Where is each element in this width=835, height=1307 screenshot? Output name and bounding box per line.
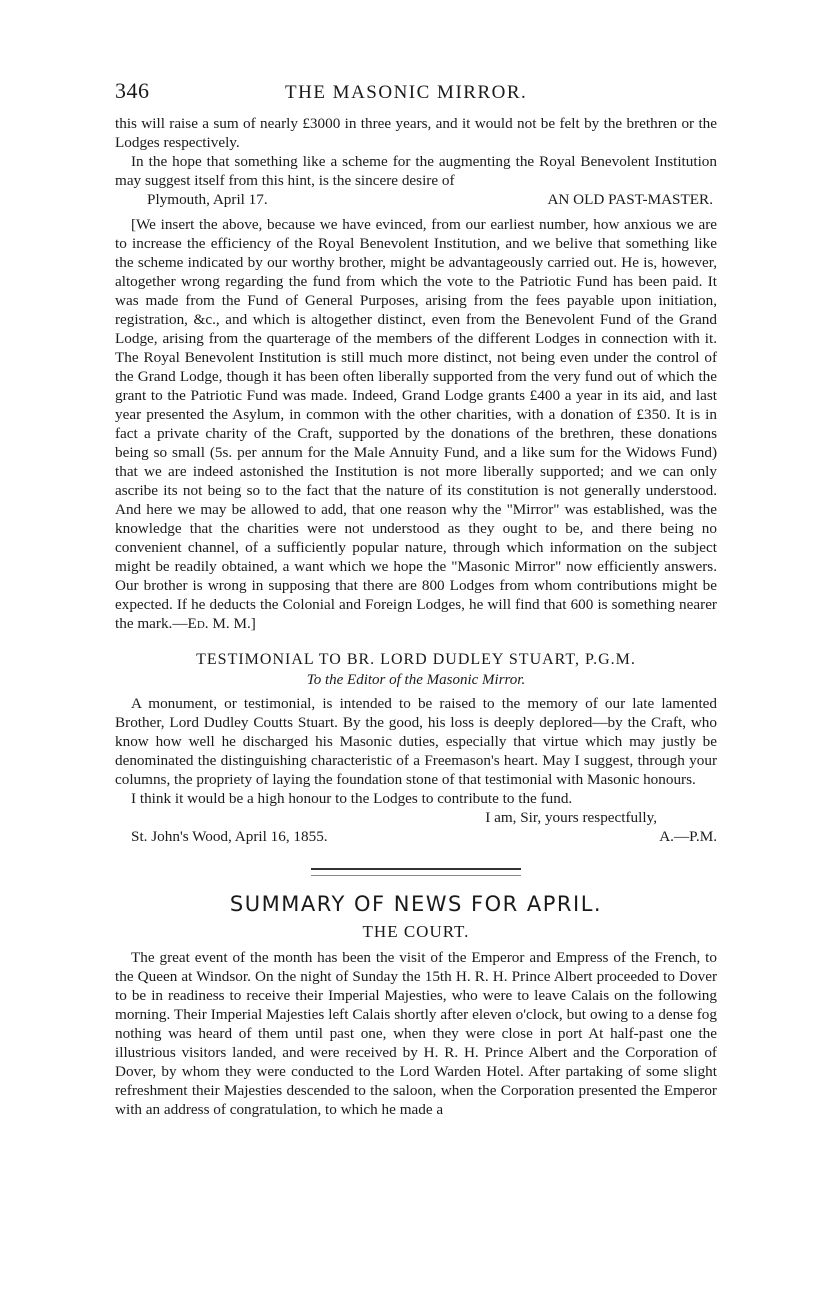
editor-note-text [115, 215, 717, 633]
testimonial-article [115, 651, 717, 846]
article-title: TESTIMONIAL TO BR. LORD DUDLEY STUART, P.G.M. [196, 651, 636, 668]
letter-paragraph: this will raise a sum of nearly £3000 in three years, and it would not be felt by the brethren or the Lodges respectively. [115, 115, 717, 151]
running-head [115, 78, 717, 104]
summary-section [115, 892, 717, 1119]
editor-note-signature: —Ed. M. M.] [172, 615, 256, 632]
letter-place-date: Plymouth, April 17. [147, 191, 268, 208]
letter-signature-line [115, 190, 717, 209]
editor-note-body: [We insert the above, because we have evinced, from our earliest number, how anxious we are to increase the efficiency of the Royal Benevolent Institution, and we belive that something like the scheme indicated by our worthy brother, might be advantageously carried out. He is, however, altogether wrong regarding the fund from which the vote to the Patriotic Fund has been paid. It was made from the Fund of General Purposes, arising from the fees payable upon initiation, registration, &c., and which is altogether distinct, even from the Benevolent Fund of the Grand Lodge, arising from the quarterage of the members of the different Lodges in connection with it. The Royal Benevolent Institution is still much more distinct, not being even under the control of the Grand Lodge, though it has been often liberally supported from the very fund out of which the grant to the Patriotic Fund was made. Indeed, Grand Lodge grants £400 a year in its aid, and last year presented the Asylum, in common with the other charities, with a donation of £350. It is in fact a private charity of the Craft, supported by the donations of the brethren, these donations being so small (5s. per annum for the Male Annuity Fund, and a like sum for the Widows Fund) that we are indeed astonished the Institution is not more liberally supported; and we can only ascribe its not being so to the fact that the nature of its constitution is not generally understood. And here we may be allowed to add, that one reason why the "Mirror" was established, was the knowledge that the charities were not understood as they ought to be, and there being no convenient channel, of a sufficiently popular nature, through which information on the subject might be readily obtained, a want which we hope the "Masonic Mirror" now efficiently answers. Our brother is wrong in supposing that there are 800 Lodges from whom contributions might be expected. If he deducts the Colonial and Foreign Lodges, he will find that 600 is something nearer the mark. [115, 216, 717, 632]
letter-continuation [115, 114, 717, 209]
section-divider [311, 868, 521, 876]
testimonial-paragraph: A monument, or testimonial, is intended to be raised to the memory of our late lamented Brother, Lord Dudley Coutts Stuart. By the good, his loss is deeply deplored—by the Craft, who know how well he discharged his Masonic duties, especially that virtue which may justly be denominated the distinguishing characteristic of a Freemason's heart. May I suggest, through your columns, the propriety of laying the foundation stone of that testimonial with Masonic honours. [115, 695, 717, 788]
testimonial-signature-line [115, 827, 717, 846]
page-number: 346 [115, 78, 150, 103]
editor-note [115, 215, 717, 633]
article-subtitle: To the Editor of the Masonic Mirror. [306, 672, 526, 688]
testimonial-paragraph: I think it would be a high honour to the Lodges to contribute to the fund. [131, 790, 573, 807]
subsection-title: THE COURT. [362, 922, 470, 941]
summary-paragraph: The great event of the month has been the visit of the Emperor and Empress of the French, to the Queen at Windsor. On the night of Sunday the 15th H. R. H. Prince Albert proceeded to Dover to be in readiness to receive their Imperial Majesties, who were to leave Calais on the following morning. Their Imperial Majesties left Calais shortly after eleven o'clock, but owing to a dense fog nothing was heard of them until past one, when they were close in port At half-past one the illustrious visitors landed, and were received by H. R. H. Prince Albert and the Corporation of Dover, by whom they were conducted to the Lord Warden Hotel. After partaking of some slight refreshment their Majesties descended to the saloon, when the Corporation presented the Emperor with an address of congratulation, to which he made a [115, 949, 717, 1118]
section-title: SUMMARY OF NEWS FOR APRIL. [229, 892, 603, 916]
testimonial-signature: A.—P.M. [659, 828, 717, 845]
running-title: THE MASONIC MIRROR. [285, 82, 528, 103]
testimonial-closing: I am, Sir, yours respectfully, [485, 809, 657, 826]
testimonial-place-date: St. John's Wood, April 16, 1855. [131, 828, 328, 845]
letter-paragraph: In the hope that something like a scheme for the augmenting the Royal Benevolent Institution may suggest itself from this hint, is the sincere desire of [115, 153, 717, 189]
letter-signature: AN OLD PAST-MASTER. [547, 191, 713, 208]
